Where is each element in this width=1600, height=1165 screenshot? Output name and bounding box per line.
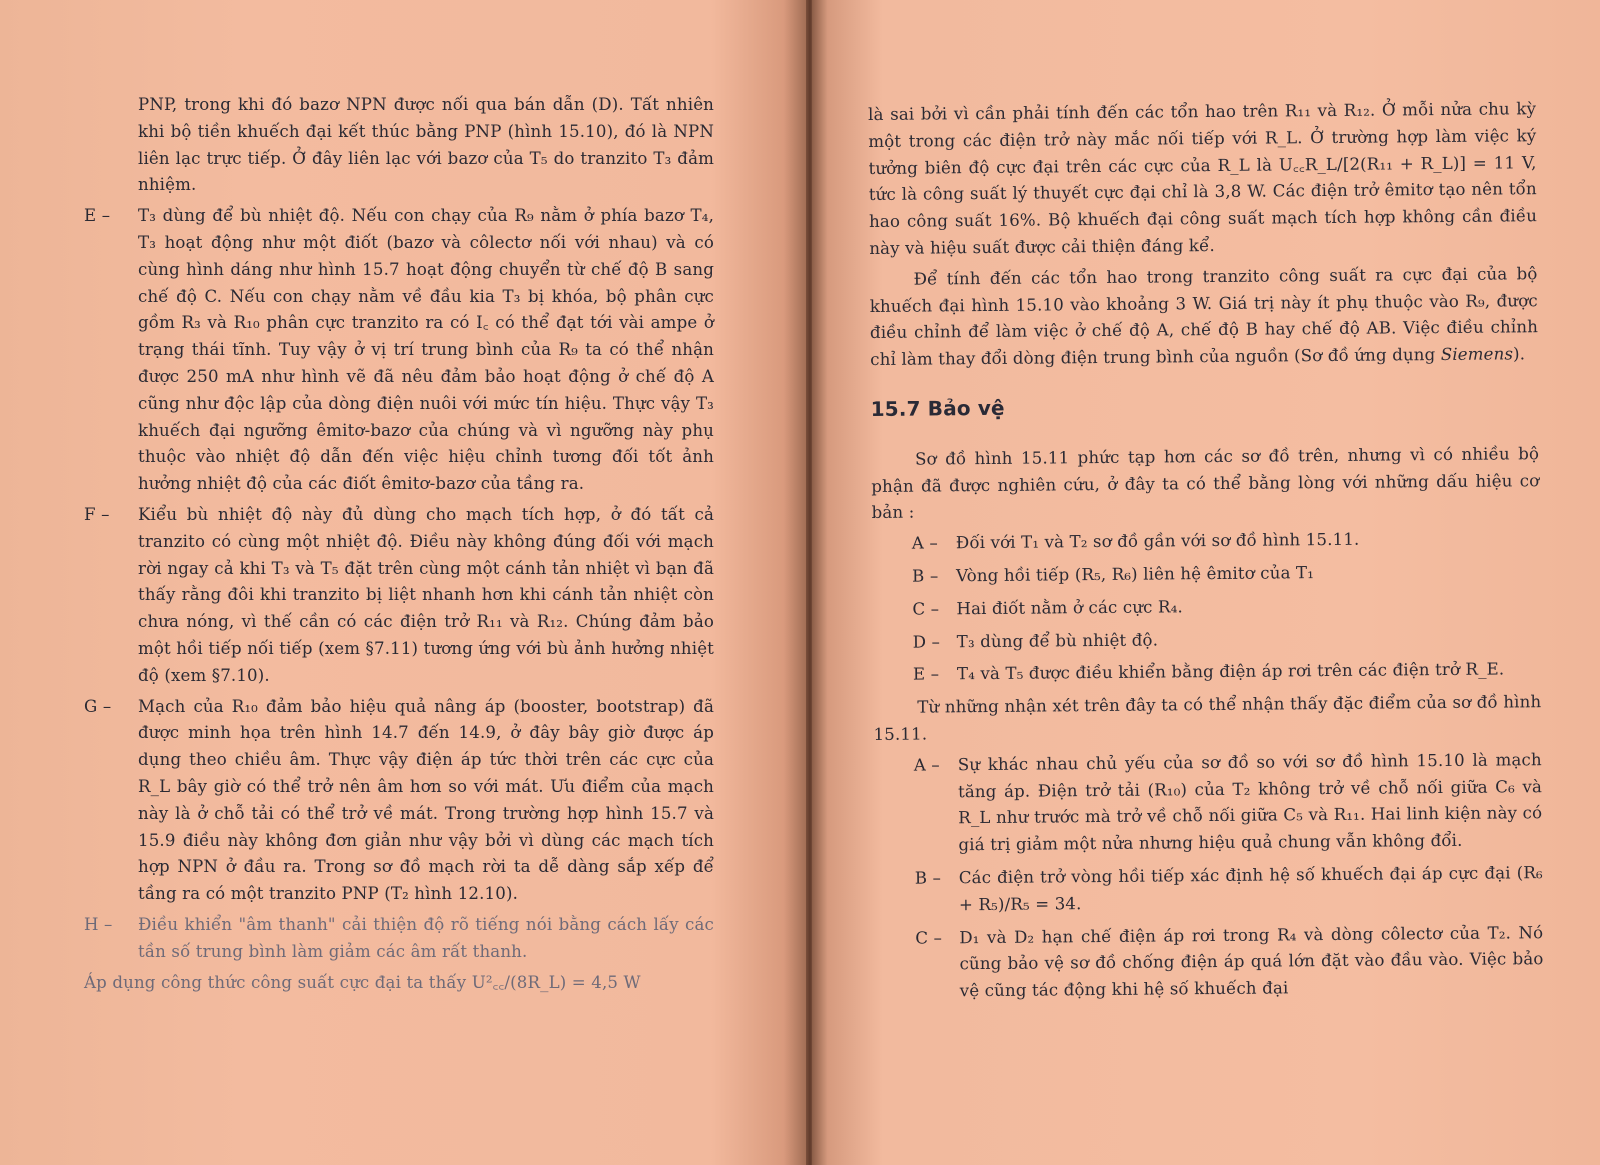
list-item [913, 624, 1541, 656]
item-text: Điều khiển "âm thanh" cải thiện độ rõ tiếng nói bằng cách lấy các tần số trung bình làm giảm các âm rất thanh. [138, 914, 714, 961]
item-text: Hai điốt nằm ở các cực R₄. [956, 597, 1183, 618]
item-label: B – [912, 566, 939, 586]
item-text: Mạch của R₁₀ đảm bảo hiệu quả nâng áp (booster, bootstrap) đã được minh họa trên hình 14.7 đến 14.9, ở đây bây giờ được áp dụng theo chiều âm. Thực vậy điện áp tức thời trên các cực của R_L bây giờ có thể trở nên âm hơn so với mát. Ưu điểm của mạch này là ở chỗ tải có thể trở về mát. Trong trường hợp hình 15.7 và 15.9 điều này không đơn giản như vậy bởi vì dùng các mạch tích hợp NPN ở đầu ra. Trong sơ đồ mạch rời ta dễ dàng sắp xếp để tầng ra có một tranzito PNP (T₂ hình 12.10). [138, 696, 714, 904]
item-text: D₁ và D₂ hạn chế điện áp rơi trong R₄ và dòng côlectơ của T₂. Nó cũng bảo vệ sơ đồ chống điện áp quá lớn đặt vào đầu vào. Việc bảo vệ cũng tác động khi hệ số khuếch đại [959, 922, 1544, 1001]
item-label: E – [84, 206, 111, 226]
section-intro: Sơ đồ hình 15.11 phức tạp hơn các sơ đồ trên, nhưng vì có nhiều bộ phận đã được nghiên cứu, ở đây ta có thể bằng lòng với những dấu hiệu cơ bản : [871, 443, 1540, 523]
item-text: Đối với T₁ và T₂ sơ đồ gần với sơ đồ hình 15.11. [955, 529, 1360, 553]
footer-formula-line: Áp dụng công thức công suất cực đại ta thấy U²꜀꜀/(8R_L) = 4,5 W [84, 972, 641, 992]
list-item [84, 912, 714, 966]
list-item [84, 694, 714, 908]
list-item [84, 502, 714, 690]
intro-paragraph: PNP, trong khi đó bazơ NPN được nối qua bán dẫn (D). Tất nhiên khi bộ tiền khuếch đại kết thúc bằng PNP (hình 15.10), đó là NPN liên lạc trực tiếp. Ở đây liên lạc với bazơ của T₅ do tranzito T₃ đảm nhiệm. [138, 95, 714, 195]
list-item [912, 558, 1540, 590]
list-item [913, 656, 1541, 688]
item-label: E – [912, 664, 940, 684]
paragraph-text-end: ). [1513, 344, 1526, 364]
item-label: A – [913, 755, 940, 775]
item-label: B – [914, 868, 942, 888]
paragraph-text: Để tính đến các tổn hao trong tranzito công suất ra cực đại của bộ khuếch đại hình 15.10 vào khoảng 3 W. Giá trị này ít phụ thuộc vào R₉, được điều chỉnh để làm việc ở chế độ A, chế độ B hay chế độ AB. Việc điều chỉnh chỉ làm thay đổi dòng điện trung bình của nguồn (Sơ đồ ứng dụng [869, 263, 1539, 370]
item-label: C – [915, 927, 943, 948]
list-item [84, 203, 714, 498]
item-text: T₃ dùng để bù nhiệt độ. Nếu con chạy của R₉ nằm ở phía bazơ T₄, T₃ hoạt động như một điốt (bazơ và côlectơ nối với nhau) và có cùng hình dáng như hình 15.7 hoạt động chuyển từ chế độ B sang chế độ C. Nếu con chạy nằm về đầu kia T₃ bị khóa, bộ phân cực gồm R₃ và R₁₀ phân cực tranzito ra có I꜀ có thể đạt tới vài ampe ở trạng thái tĩnh. Tuy vậy ở vị trí trung bình của R₉ ta có thể nhận được 250 mA như hình vẽ đã nêu đảm bảo hoạt động ở chế độ A cũng như độc lập của dòng điện nuôi với mức tín hiệu. Thực vậy T₃ khuếch đại ngưỡng êmitơ-bazơ của chúng và vì ngưỡng này phụ thuộc vào nhiệt độ dẫn đến việc hiệu chỉnh tương đối tốt ảnh hưởng nhiệt độ của các điốt êmitơ-bazơ của tầng ra. [138, 206, 714, 494]
item-text: Kiểu bù nhiệt độ này đủ dùng cho mạch tích hợp, ở đó tất cả tranzito có cùng một nhiệt độ. Điều này không đúng đối với mạch rời ngay cả khi T₃ và T₅ đặt trên cùng một cánh tản nhiệt vì bạn đã thấy rằng đôi khi tranzito bị liệt nhanh hơn khi cánh tản nhiệt còn chưa nóng, vì thế cần có các điện trở R₁₁ và R₁₂. Chúng đảm bảo một hồi tiếp nối tiếp (xem §7.11) tương ứng với bù ảnh hưởng nhiệt độ (xem §7.10). [138, 504, 714, 685]
siemens-reference: Siemens [1440, 344, 1514, 365]
continued-paragraph: là sai bởi vì cần phải tính đến các tổn hao trên R₁₁ và R₁₂. Ở mỗi nửa chu kỳ một trong các điện trở này mắc nối tiếp với R_L. Ở trường hợp làm việc ký tưởng biên độ cực đại trên các cực của R_L là U꜀꜀R_L/[2(R₁₁ + R_L)] = 11 V, tức là công suất lý thuyết cực đại chỉ là 3,8 W. Các điện trở êmitơ tạo nên tổn hao công suất 16%. Bộ khuếch đại công suất mạch tích hợp không cần điều này và hiệu suất được cải thiện đáng kể. [868, 99, 1538, 258]
section-heading: 15.7 Bảo vệ [870, 395, 1005, 421]
item-label: C – [912, 599, 940, 619]
item-label: D – [912, 631, 941, 652]
right-page-text [868, 96, 1544, 1012]
list-item [915, 920, 1544, 1006]
item-text: Sự khác nhau chủ yếu của sơ đồ so với sơ đồ hình 15.10 là mạch tăng áp. Điện trở tải (R₁₀) của T₂ không trở về chỗ nối giữa C₆ và R_L như trước mà trở về chỗ nối giữa C₅ và R₁₁. Hai linh kiện này có giá trị giảm một nửa nhưng hiệu quả chung vẫn không đổi. [957, 749, 1543, 855]
item-label: A – [911, 533, 938, 553]
item-label: H – [84, 914, 113, 934]
list-item [914, 747, 1543, 860]
right-page [812, 0, 1600, 1165]
left-page-text [84, 92, 714, 996]
paragraph: Từ những nhận xét trên đây ta có thể nhận thấy đặc điểm của sơ đồ hình 15.11. [873, 692, 1542, 744]
item-text: Các điện trở vòng hồi tiếp xác định hệ số khuếch đại áp cực đại (R₆ + R₅)/R₅ = 34. [958, 863, 1543, 914]
item-text: T₃ dùng để bù nhiệt độ. [956, 630, 1159, 651]
list-item [915, 860, 1543, 919]
item-text: Vòng hồi tiếp (R₅, R₆) liên hệ êmitơ của T₁ [956, 563, 1315, 586]
item-label: G – [84, 696, 112, 716]
list-item [912, 525, 1540, 557]
item-label: F – [84, 504, 110, 524]
list-item [912, 591, 1540, 623]
paragraph [869, 261, 1538, 374]
item-text: T₄ và T₅ được điều khiển bằng điện áp rơi trên các điện trở R_E. [956, 659, 1505, 684]
